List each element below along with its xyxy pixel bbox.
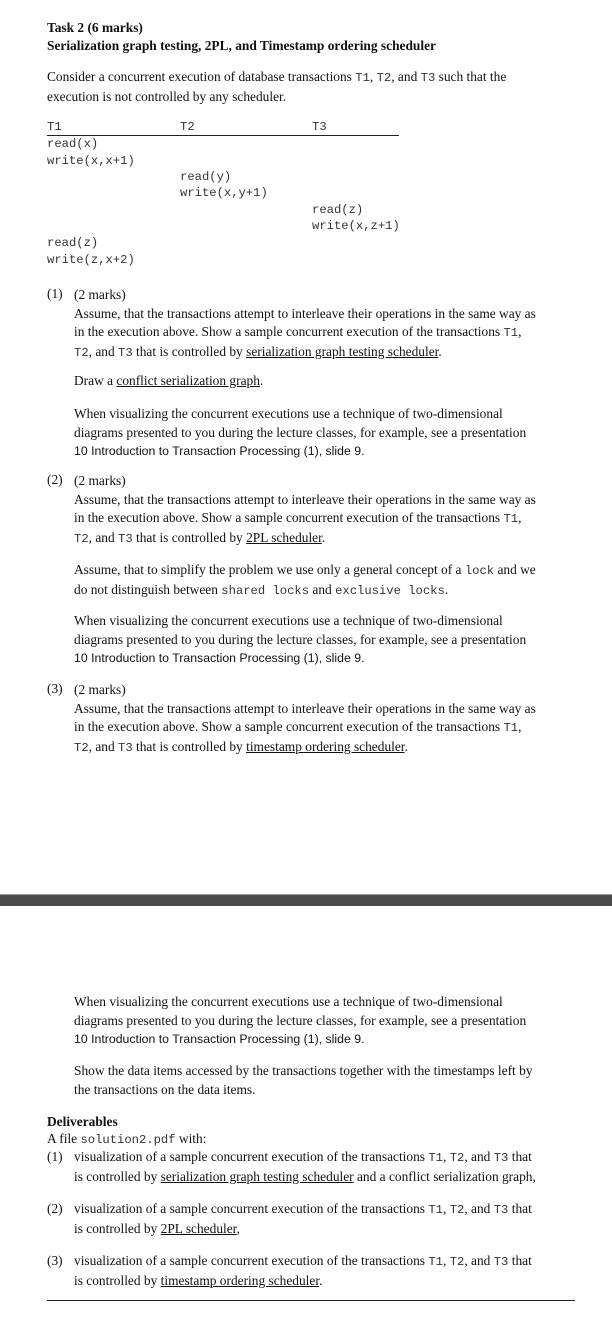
page-break	[0, 894, 612, 906]
op-t1-read-x: read(x)	[47, 137, 99, 151]
op-t1-read-z: read(z)	[47, 236, 99, 250]
deliverables-title: Deliverables	[47, 1114, 118, 1129]
item-2-number: (2)	[47, 472, 63, 487]
page2-visualize: When visualizing the concurrent executions use a technique of two-dimensional diagrams presented to you during the lecture classes, for example, see a presentation 10 Introduction to Transaction Processing (1), slide 9.	[74, 994, 527, 1046]
deliverables-file: A file solution2.pdf with:	[47, 1131, 207, 1147]
deliverable-2: visualization of a sample concurrent execution of the transactions T1, T2, and T3 that is controlled by 2PL scheduler,	[74, 1201, 532, 1236]
deliverable-3-number: (3)	[47, 1253, 63, 1268]
footer-rule	[47, 1300, 575, 1301]
op-t3-read-z: read(z)	[312, 203, 364, 217]
item-2-visualize: When visualizing the concurrent executions use a technique of two-dimensional diagrams presented to you during the lecture classes, for example, see a presentation 10 Introduction to Transaction Processing (1), slide 9.	[74, 613, 527, 665]
deliverable-2-number: (2)	[47, 1201, 63, 1216]
col-header-t1: T1	[47, 120, 62, 134]
deliverable-1: visualization of a sample concurrent execution of the transactions T1, T2, and T3 that is controlled by serialization graph testing scheduler and a conflict serialization graph,	[74, 1149, 536, 1184]
op-t2-read-y: read(y)	[180, 170, 232, 184]
op-t1-write-z: write(z,x+2)	[47, 253, 135, 267]
op-t3-write-x: write(x,z+1)	[312, 219, 400, 233]
deliverable-3: visualization of a sample concurrent execution of the transactions T1, T2, and T3 that is controlled by timestamp ordering scheduler.	[74, 1253, 532, 1288]
op-t1-write-x: write(x,x+1)	[47, 154, 135, 168]
page2-show-data: Show the data items accessed by the transactions together with the timestamps left by the transactions on the data items.	[74, 1063, 533, 1097]
item-1-visualize: When visualizing the concurrent executions use a technique of two-dimensional diagrams presented to you during the lecture classes, for example, see a presentation 10 Introduction to Transaction Processing (1), slide 9.	[74, 406, 527, 458]
intro-paragraph: Consider a concurrent execution of database transactions T1, T2, and T3 such that the execution is not controlled by any scheduler.	[47, 69, 507, 104]
op-t2-write-x: write(x,y+1)	[180, 186, 268, 200]
item-3-number: (3)	[47, 681, 63, 696]
col-header-t3: T3	[312, 120, 327, 134]
deliverable-1-number: (1)	[47, 1149, 63, 1164]
item-3-body: (2 marks) Assume, that the transactions attempt to interleave their operations in the same way as in the execution above. Show a sample concurrent execution of the transactions T1, T2, and T3 that is controlled by timestamp ordering scheduler.	[74, 682, 536, 755]
item-2-body: (2 marks) Assume, that the transactions attempt to interleave their operations in the same way as in the execution above. Show a sample concurrent execution of the transactions T1, T2, and T3 that is controlled by 2PL scheduler.	[74, 473, 536, 546]
task-subtitle: Serialization graph testing, 2PL, and Timestamp ordering scheduler	[47, 38, 436, 53]
task-title: Task 2 (6 marks)	[47, 20, 143, 35]
item-1-number: (1)	[47, 286, 63, 301]
table-header-rule	[47, 135, 399, 136]
item-2-lock-note: Assume, that to simplify the problem we use only a general concept of a lock and we do not distinguish between shared locks and exclusive locks.	[74, 562, 536, 598]
col-header-t2: T2	[180, 120, 195, 134]
item-1-body: (2 marks) Assume, that the transactions attempt to interleave their operations in the same way as in the execution above. Show a sample concurrent execution of the transactions T1, T2, and T3 that is controlled by serialization graph testing scheduler.	[74, 287, 536, 360]
item-1-draw: Draw a conflict serialization graph.	[74, 373, 264, 388]
